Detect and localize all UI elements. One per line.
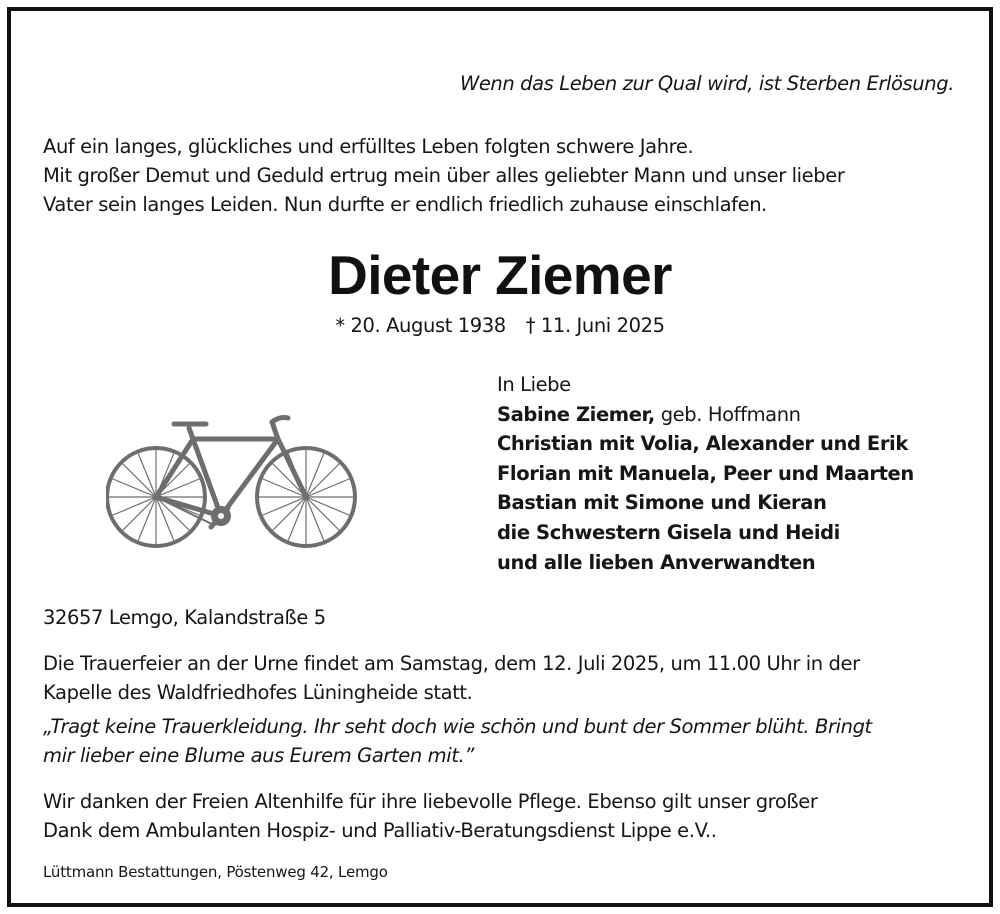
mourner-line: Florian mit Manuela, Peer und Maarten	[497, 461, 914, 485]
life-dates	[0, 311, 1000, 340]
mourner-line: Christian mit Volia, Alexander und Erik	[497, 432, 908, 456]
mourners-list	[497, 370, 914, 577]
intro-text	[43, 132, 844, 219]
quote-text	[43, 712, 872, 770]
birth-date: * 20. August 1938	[335, 314, 506, 337]
thanks-text	[43, 787, 818, 845]
mourner-line: und alle lieben Anverwandten	[497, 550, 816, 574]
deceased-name: Dieter Ziemer	[328, 244, 672, 306]
death-date: † 11. Juni 2025	[525, 314, 665, 337]
undertaker-info: Lüttmann Bestattungen, Pöstenweg 42, Lemgo	[43, 863, 388, 881]
mourners-heading: In Liebe	[497, 373, 571, 396]
spouse-line	[497, 400, 914, 430]
service-line: Die Trauerfeier an der Urne findet am Samstag, dem 12. Juli 2025, um 11.00 Uhr in der	[43, 652, 860, 675]
spouse-name: Sabine Ziemer,	[497, 402, 655, 426]
intro-line: Mit großer Demut und Geduld ertrug mein über alles geliebter Mann und unser lieber	[43, 164, 845, 187]
thanks-line: Wir danken der Freien Altenhilfe für ihre liebevolle Pflege. Ebenso gilt unser großer	[43, 790, 818, 813]
service-line: Kapelle des Waldfriedhofes Lüningheide statt.	[43, 681, 473, 704]
bicycle-icon	[106, 412, 358, 560]
thanks-line: Dank dem Ambulanten Hospiz- und Palliativ-Beratungsdienst Lippe e.V..	[43, 819, 717, 842]
quote-line: „Tragt keine Trauerkleidung. Ihr seht doch wie schön und bunt der Sommer blüht. Bringt	[43, 715, 872, 738]
mourner-line: Bastian mit Simone und Kieran	[497, 491, 827, 515]
intro-line: Vater sein langes Leiden. Nun durfte er endlich friedlich zuhause einschlafen.	[43, 193, 767, 216]
mourner-line: die Schwestern Gisela und Heidi	[497, 520, 840, 544]
quote-line: mir lieber eine Blume aus Eurem Garten mit.”	[43, 744, 474, 767]
motto: Wenn das Leben zur Qual wird, ist Sterben Erlösung.	[459, 72, 954, 95]
intro-line: Auf ein langes, glückliches und erfülltes Leben folgten schwere Jahre.	[43, 135, 694, 158]
funeral-service-text	[43, 649, 860, 707]
spouse-maiden-name: geb. Hoffmann	[654, 402, 801, 426]
address: 32657 Lemgo, Kalandstraße 5	[43, 606, 326, 629]
